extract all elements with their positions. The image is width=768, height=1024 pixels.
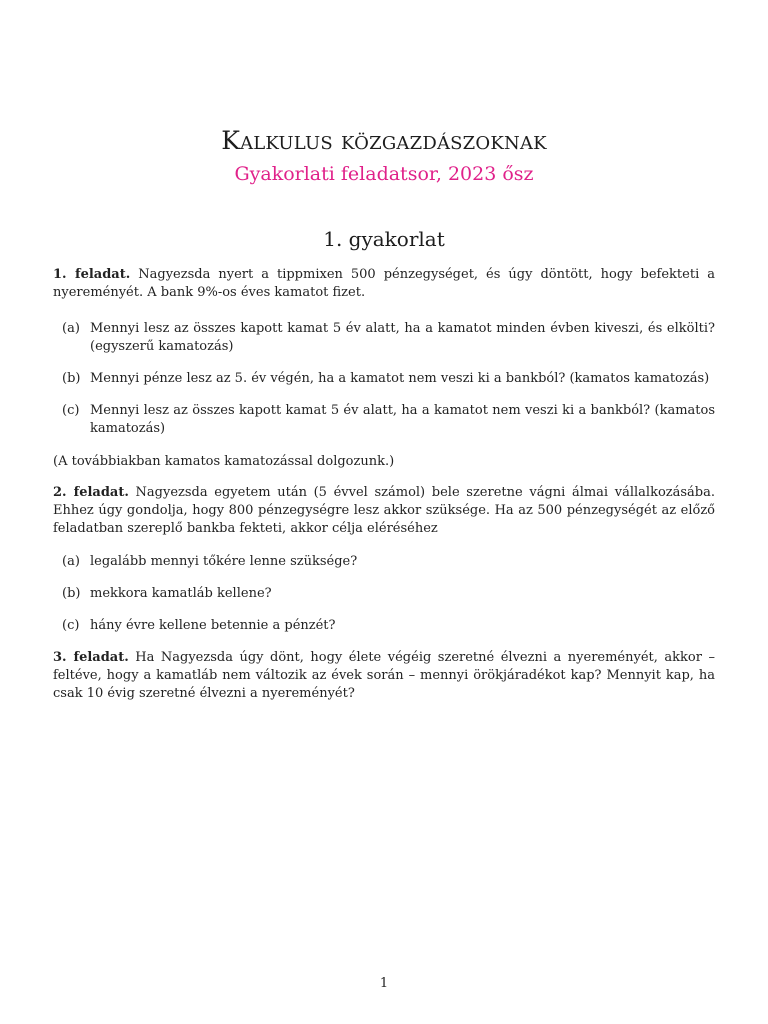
task-2-text: Nagyezsda egyetem után (5 évvel számol) bele szeretne vágni álmai vállalkozásába. Ehhez úgy gondolja, hogy 800 pénzegységre lesz akkor szüksége. Ha az 500 pénzegységét az előző feladatban szereplő bankba fekteti, akkor célja eléréséhez — [53, 485, 715, 536]
document-title: Kalkulus közgazdászoknak — [221, 126, 547, 155]
task-2-label: 2. feladat. — [53, 485, 129, 500]
task-1-text: Nagyezsda nyert a tippmixen 500 pénzegységet, és úgy döntött, hogy befekteti a nyereményét. A bank 9%-os éves kamatot fizet. — [53, 267, 715, 300]
item-text: Mennyi pénze lesz az 5. év végén, ha a kamatot nem veszi ki a bankból? (kamatos kamatozás) — [90, 371, 710, 386]
task-2-paragraph — [53, 484, 715, 538]
item-text: legalább mennyi tőkére lenne szüksége? — [90, 554, 358, 569]
task-3-text: Ha Nagyezsda úgy dönt, hogy élete végéig szeretné élvezni a nyereményét, akkor – feltéve, hogy a kamatláb nem változik az évek során – mennyi örökjáradékot kap? Mennyit kap, ha csak 10 évig szeretné élvezni a nyereményét? — [53, 650, 715, 701]
item-label: (b) — [62, 586, 81, 601]
task-1-paragraph — [53, 266, 715, 302]
item-label: (c) — [62, 618, 80, 633]
task-3-paragraph — [53, 649, 715, 703]
section-heading: 1. gyakorlat — [323, 227, 445, 251]
item-text: Mennyi lesz az összes kapott kamat 5 év alatt, ha a kamatot nem veszi ki a bankból? (kamatos kamatozás) — [90, 403, 715, 436]
item-text: hány évre kellene betennie a pénzét? — [90, 618, 336, 633]
item-text: mekkora kamatláb kellene? — [90, 586, 272, 601]
task-1-label: 1. feladat. — [53, 267, 131, 282]
compound-interest-note: (A továbbiakban kamatos kamatozással dolgozunk.) — [53, 454, 395, 469]
item-label: (a) — [62, 554, 80, 569]
page-number: 1 — [379, 976, 389, 991]
document-subtitle: Gyakorlati feladatsor, 2023 ősz — [234, 163, 534, 185]
item-label: (b) — [62, 371, 81, 386]
item-text: Mennyi lesz az összes kapott kamat 5 év alatt, ha a kamatot minden évben kiveszi, és elkölti? (egyszerű kamatozás) — [90, 321, 715, 354]
task-3-label: 3. feladat. — [53, 650, 129, 665]
item-label: (a) — [62, 321, 80, 336]
item-label: (c) — [62, 403, 80, 418]
